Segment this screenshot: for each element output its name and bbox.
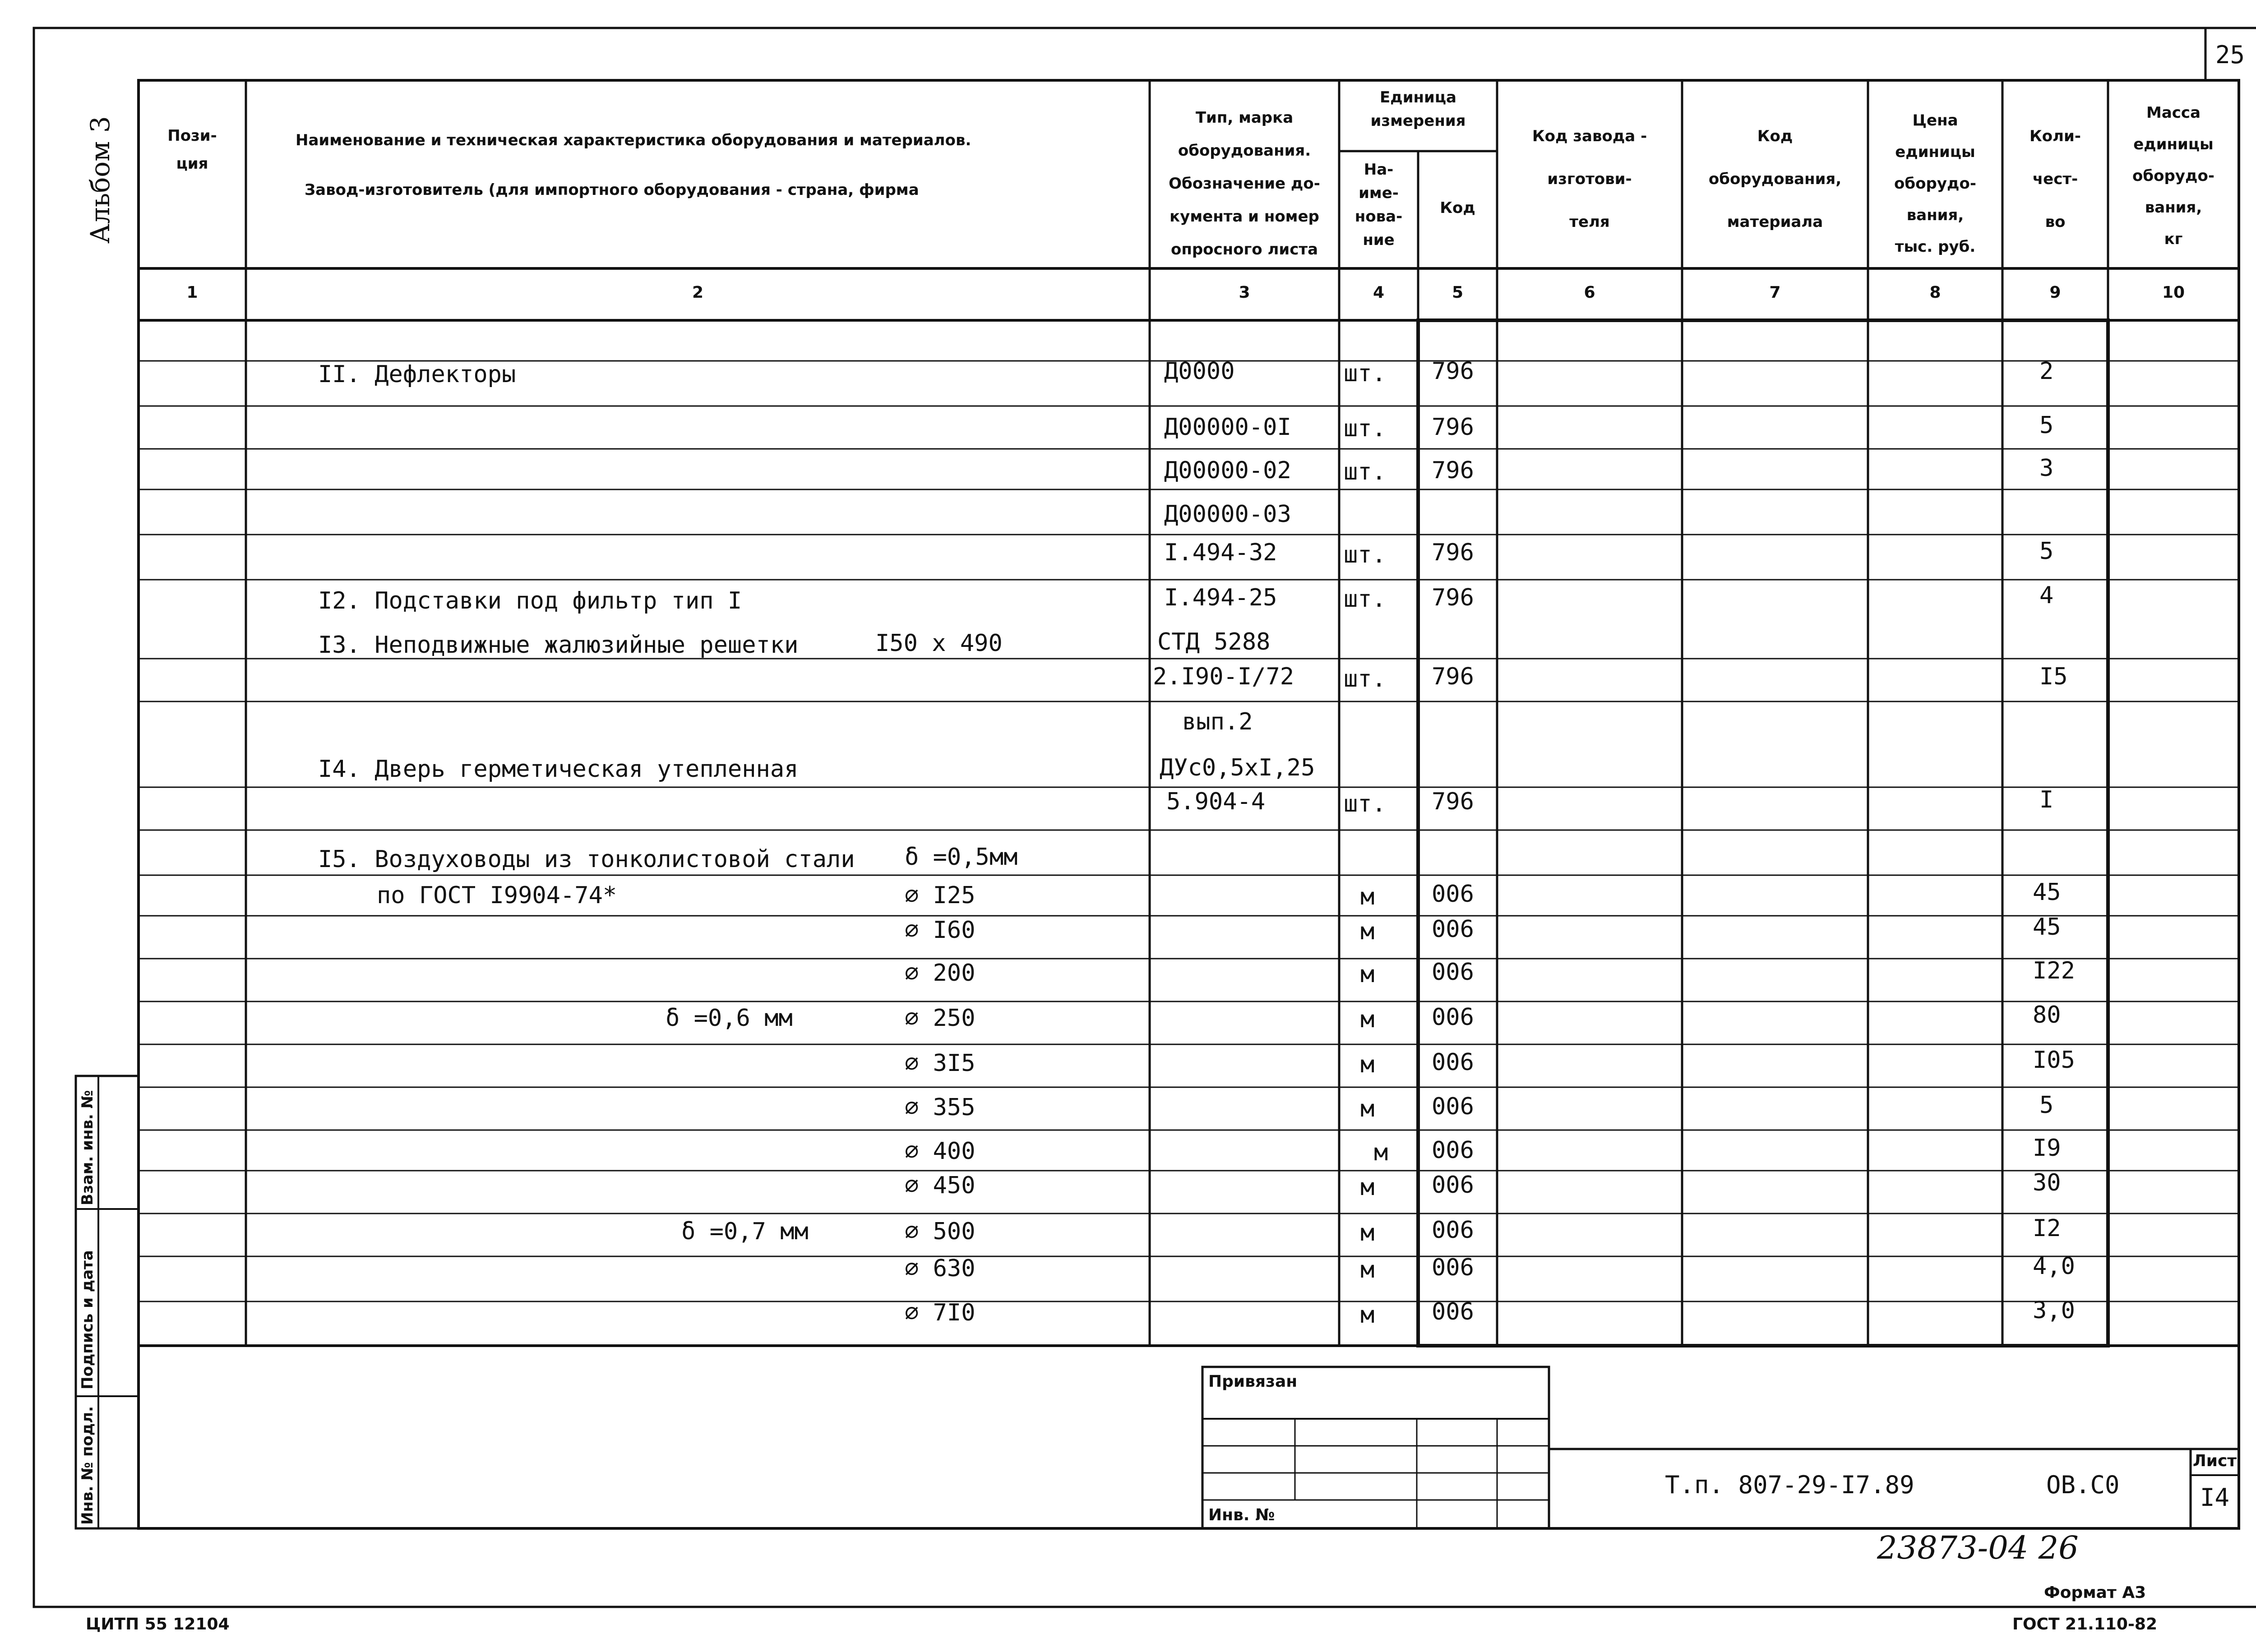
item-type: 2.I90-I/72 (1153, 663, 1294, 690)
item-code: 006 (1432, 959, 1474, 986)
item-size: δ =0,5мм (905, 844, 1018, 871)
column-number: 4 (1373, 283, 1385, 302)
item-code: 006 (1432, 1049, 1474, 1076)
item-code: 006 (1432, 1217, 1474, 1244)
item-size: I50 x 490 (875, 630, 1003, 657)
item-unit: м (1360, 1256, 1375, 1283)
item-unit: м (1360, 918, 1375, 945)
item-unit: шт. (1344, 458, 1386, 485)
footer-left: ЦИТП 55 12104 (86, 1615, 230, 1634)
item-unit: шт. (1344, 541, 1386, 568)
item-name: II. Дефлекторы (318, 361, 516, 388)
column-number: 5 (1452, 283, 1464, 302)
item-type: Д00000-0I (1164, 414, 1291, 441)
item-type: Д00000-02 (1164, 457, 1291, 484)
item-unit: шт. (1344, 360, 1386, 387)
item-type: I.494-32 (1164, 539, 1277, 566)
item-size: ⌀ 500 (905, 1218, 975, 1245)
item-qty: 4 (2039, 582, 2054, 609)
header-name-line2: Завод-изготовитель (для импортного оборудования - страна, фирма (305, 181, 919, 199)
column-number: 6 (1584, 283, 1595, 302)
stamp-inv-no: Инв. № (1208, 1506, 1275, 1524)
item-qty: 5 (2039, 1092, 2054, 1119)
album-label: Альбом 3 (85, 116, 116, 244)
item-qty: 45 (2033, 879, 2061, 906)
item-qty: I5 (2039, 663, 2068, 690)
item-type: I.494-25 (1164, 584, 1277, 611)
item-size: ⌀ 250 (905, 1005, 975, 1032)
item-size: ⌀ 7I0 (905, 1299, 975, 1326)
item-unit: м (1360, 1219, 1375, 1246)
item-unit: м (1360, 1051, 1375, 1078)
item-thickness: δ =0,6 мм (666, 1005, 793, 1032)
column-number: 10 (2162, 283, 2185, 302)
sheet-number: 25 (2215, 41, 2245, 69)
header-unit-name: На- име- нова- ние (1355, 161, 1403, 249)
list-label: Лист (2192, 1452, 2237, 1470)
item-qty: I22 (2033, 957, 2075, 984)
item-name: по ГОСТ I9904-74* (377, 882, 617, 909)
item-code: 006 (1432, 1254, 1474, 1281)
item-unit: м (1360, 1006, 1375, 1033)
item-code: 796 (1432, 663, 1474, 690)
item-code: 006 (1432, 1137, 1474, 1164)
stamp-privyazan: Привязан (1208, 1372, 1298, 1391)
item-size: ⌀ 450 (905, 1172, 975, 1199)
item-unit: м (1360, 1174, 1375, 1201)
header-position: Пози- ция (167, 127, 217, 173)
item-qty: I9 (2033, 1135, 2061, 1162)
item-qty: I (2039, 786, 2054, 813)
item-unit: м (1360, 883, 1375, 910)
item-code: 796 (1432, 414, 1474, 441)
item-size: ⌀ 200 (905, 960, 975, 987)
item-unit: м (1360, 961, 1375, 988)
item-qty: 45 (2033, 914, 2061, 941)
item-thickness: δ =0,7 мм (681, 1218, 809, 1245)
item-qty: 5 (2039, 538, 2054, 565)
header-unit: Единица измерения (1370, 88, 1466, 130)
item-name: I5. Воздуховоды из тонколистовой стали (318, 846, 855, 873)
column-number: 3 (1239, 283, 1250, 302)
side-label-vzam: Взам. инв. № (79, 1090, 97, 1205)
item-code: 006 (1432, 1004, 1474, 1031)
item-type: Д0000 (1164, 358, 1235, 385)
header-factory-code: Код завода - изготови- теля (1532, 127, 1647, 231)
item-code: 796 (1432, 358, 1474, 385)
item-code: 006 (1432, 916, 1474, 943)
archive-number: 23873-04 26 (1877, 1529, 2079, 1566)
item-qty: 3 (2039, 455, 2054, 482)
column-number: 1 (186, 283, 198, 302)
item-qty: 3,0 (2033, 1297, 2075, 1324)
item-unit: м (1360, 1095, 1375, 1122)
item-size: ⌀ I60 (905, 917, 975, 944)
item-code: 006 (1432, 1093, 1474, 1120)
column-number: 9 (2049, 283, 2061, 302)
header-equipment-code: Код оборудования, материала (1708, 127, 1842, 231)
item-type: 5.904-4 (1166, 788, 1266, 815)
item-size: ⌀ I25 (905, 882, 975, 909)
item-qty: 30 (2033, 1169, 2061, 1196)
item-size: ⌀ 630 (905, 1255, 975, 1282)
item-unit: шт. (1344, 790, 1386, 817)
header-mass: Масса единицы оборудо- вания, кг (2132, 104, 2214, 248)
item-code: 006 (1432, 1172, 1474, 1199)
header-type: Тип, марка оборудования. Обозначение до- кумента и номер опросного листа (1169, 109, 1320, 258)
item-size: ⌀ 3I5 (905, 1050, 975, 1077)
item-size: ⌀ 400 (905, 1138, 975, 1165)
footer-format: Формат А3 (2044, 1583, 2146, 1602)
item-code: 796 (1432, 788, 1474, 815)
item-qty: I05 (2033, 1047, 2075, 1074)
item-unit: шт. (1344, 415, 1386, 442)
item-unit: м (1374, 1139, 1388, 1166)
item-unit: шт. (1344, 665, 1386, 692)
item-code: 796 (1432, 539, 1474, 566)
doc-section: ОВ.С0 (2046, 1471, 2120, 1499)
item-type: ДУс0,5хI,25 (1160, 754, 1315, 781)
doc-code: Т.п. 807-29-I7.89 (1665, 1471, 1914, 1499)
item-size: ⌀ 355 (905, 1094, 975, 1121)
item-name: I2. Подставки под фильтр тип I (318, 587, 742, 614)
header-unit-code: Код (1440, 199, 1475, 217)
side-label-podpis: Подпись и дата (79, 1250, 97, 1389)
item-name: I3. Неподвижные жалюзийные решетки (318, 632, 799, 659)
column-number: 2 (692, 283, 704, 302)
item-qty: 80 (2033, 1001, 2061, 1029)
list-value: I4 (2200, 1483, 2230, 1512)
item-qty: 4,0 (2033, 1253, 2075, 1280)
item-code: 796 (1432, 584, 1474, 611)
item-qty: 5 (2039, 412, 2054, 439)
item-type: вып.2 (1182, 708, 1253, 735)
item-unit: м (1360, 1301, 1375, 1329)
header-name-line1: Наименование и техническая характеристика оборудования и материалов. (296, 131, 971, 149)
item-code: 796 (1432, 457, 1474, 484)
column-number: 8 (1929, 283, 1941, 302)
item-qty: 2 (2039, 358, 2054, 385)
item-unit: шт. (1344, 586, 1386, 613)
item-qty: I2 (2033, 1215, 2061, 1242)
item-code: 006 (1432, 881, 1474, 908)
side-label-inv: Инв. № подл. (79, 1406, 97, 1525)
footer-gost: ГОСТ 21.110-82 (2012, 1615, 2158, 1634)
item-name: I4. Дверь герметическая утепленная (318, 756, 799, 783)
item-type: СТД 5288 (1157, 628, 1271, 655)
header-quantity: Коли- чест- во (2029, 127, 2081, 231)
column-number: 7 (1769, 283, 1781, 302)
item-code: 006 (1432, 1298, 1474, 1325)
header-price: Цена единицы оборудо- вания, тыс. руб. (1894, 111, 1976, 256)
item-type: Д00000-03 (1164, 501, 1291, 528)
